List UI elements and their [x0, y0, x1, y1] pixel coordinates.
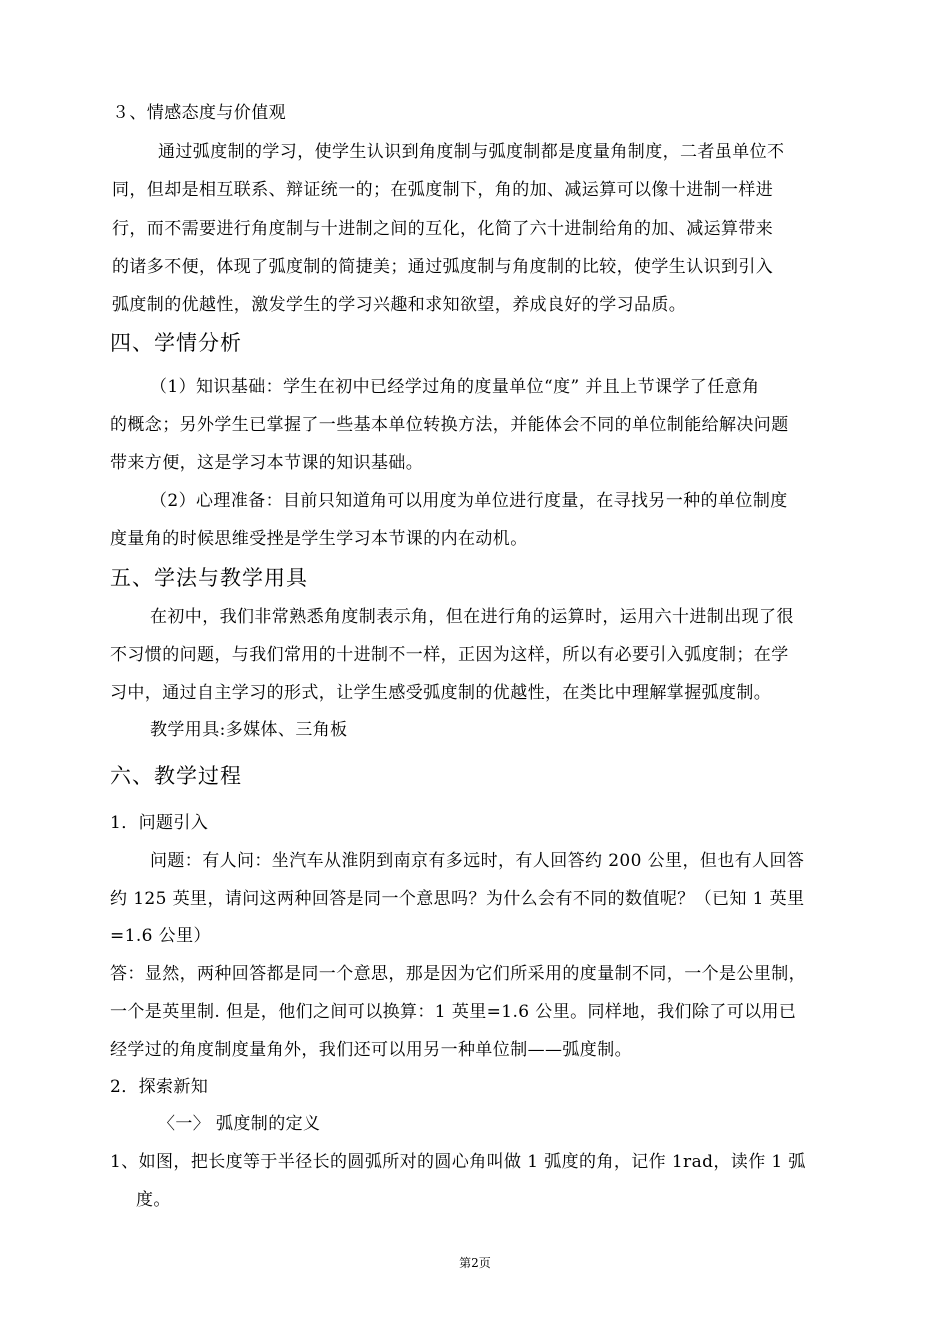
answer-line: 一个是英里制. 但是，他们之间可以换算：1 英里=1.6 公里。同样地，我们除了可以用已 [110, 1002, 797, 1022]
section3-paragraph-line: 弧度制的优越性，激发学生的学习兴趣和求知欲望，养成良好的学习品质。 [112, 295, 687, 315]
answer-line: 答：显然，两种回答都是同一个意思，那是因为它们所采用的度量制不同，一个是公里制， [110, 964, 806, 984]
section5-paragraph-line: 在初中，我们非常熟悉角度制表示角，但在进行角的运算时，运用六十进制出现了很 [150, 607, 794, 627]
section4-heading: 四、学情分析 [110, 331, 242, 355]
section3-paragraph-line: 同，但却是相互联系、辩证统一的；在弧度制下，角的加、减运算可以像十进制一样进 [112, 180, 774, 200]
section5-heading: 五、学法与教学用具 [110, 566, 308, 590]
section4-paragraph-line: （1）知识基础：学生在初中已经学过角的度量单位“度” 并且上节课学了任意角 [150, 377, 760, 397]
section4-paragraph-line: 带来方便，这是学习本节课的知识基础。 [110, 453, 424, 473]
section3-paragraph-line: 行，而不需要进行角度制与十进制之间的互化，化简了六十进制给角的加、减运算带来 [112, 219, 774, 239]
definition-line: 1、如图，把长度等于半径长的圆弧所对的圆心角叫做 1 弧度的角，记作 1rad，读作 1 弧 [110, 1152, 806, 1172]
problem-line: =1.6 公里） [110, 926, 211, 946]
item1-title: 1．问题引入 [110, 813, 209, 833]
definition-line: 度。 [136, 1190, 171, 1210]
problem-line: 问题：有人问：坐汽车从淮阴到南京有多远时，有人回答约 200 公里，但也有人回答 [150, 851, 805, 871]
section6-heading: 六、教学过程 [110, 764, 242, 788]
section4-paragraph-line: 度量角的时候思维受挫是学生学习本节课的内在动机。 [110, 529, 528, 549]
section4-paragraph-line: 的概念；另外学生已掌握了一些基本单位转换方法，并能体会不同的单位制能给解决问题 [110, 415, 789, 435]
section5-paragraph-line: 习中，通过自主学习的形式，让学生感受弧度制的优越性，在类比中理解掌握弧度制。 [110, 683, 772, 703]
section4-paragraph-line: （2）心理准备：目前只知道角可以用度为单位进行度量，在寻找另一种的单位制度 [150, 491, 788, 511]
page-number: 第2页 [459, 1256, 491, 1270]
answer-line: 经学过的角度制度量角外，我们还可以用另一种单位制——弧度制。 [110, 1040, 632, 1060]
subsection-title: 〈一〉 弧度制的定义 [158, 1114, 321, 1134]
section3-paragraph-line: 的诸多不便，体现了弧度制的简捷美；通过弧度制与角度制的比较，使学生认识到引入 [112, 257, 774, 277]
item2-title: 2．探索新知 [110, 1077, 209, 1097]
section3-paragraph-line: 通过弧度制的学习，使学生认识到角度制与弧度制都是度量角制度，二者虽单位不 [158, 142, 785, 162]
section5-paragraph-line: 不习惯的问题，与我们常用的十进制不一样，正因为这样，所以有必要引入弧度制；在学 [110, 645, 789, 665]
teaching-tools-line: 教学用具:多媒体、三角板 [150, 720, 348, 740]
problem-line: 约 125 英里，请问这两种回答是同一个意思吗？为什么会有不同的数值呢？（已知 1 英里 [110, 889, 805, 909]
section3-title: ３、情感态度与价值观 [112, 103, 286, 123]
